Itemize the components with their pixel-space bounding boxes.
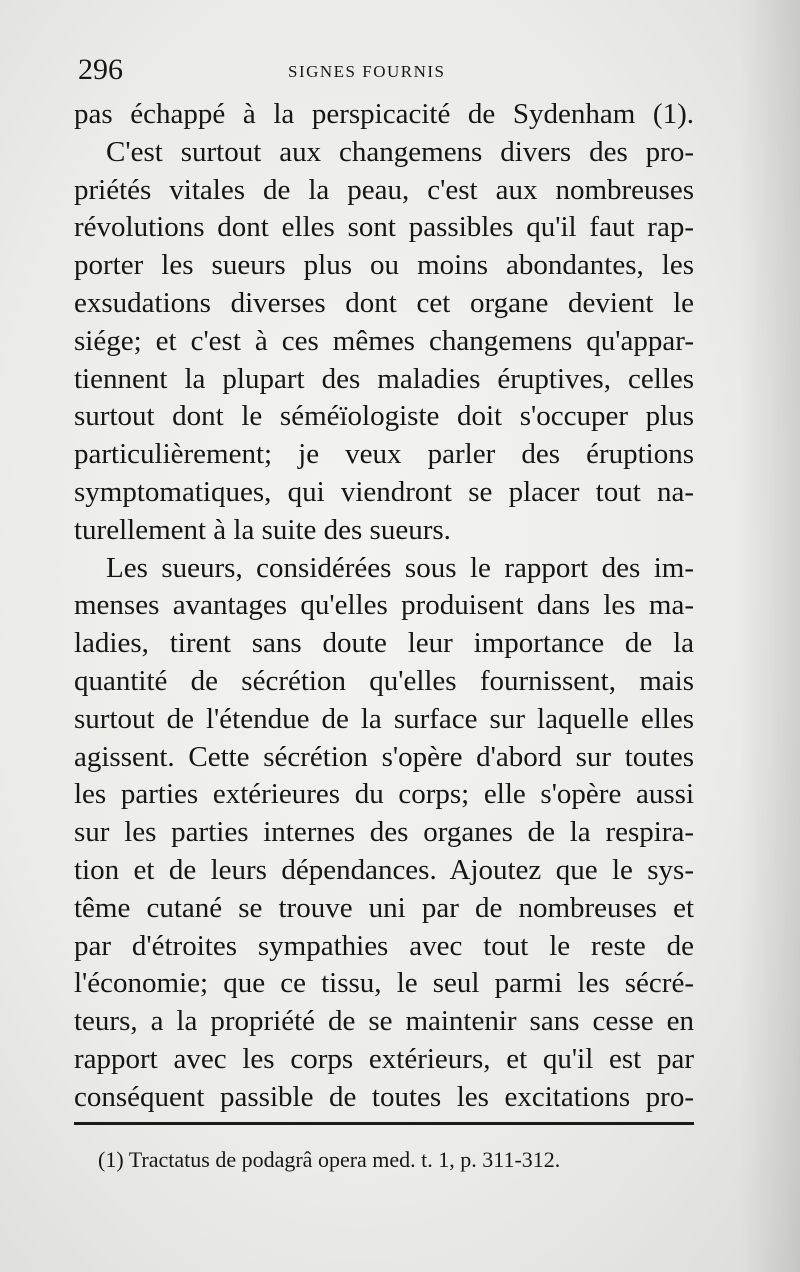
text-line: rapport avec les corps extérieurs, et qu'il est par	[74, 1042, 694, 1075]
text-line: particulièrement; je veux parler des éruptions	[74, 438, 694, 471]
text-line: ladies, tirent sans doute leur importance de la	[74, 627, 694, 660]
text-line: C'est surtout aux changemens divers des pro-	[106, 135, 694, 168]
text-line: priétés vitales de la peau, c'est aux nombreuses	[74, 173, 694, 206]
text-line: Les sueurs, considérées sous le rapport des im-	[106, 551, 694, 584]
text-line: conséquent passible de toutes les excitations pro-	[74, 1080, 694, 1113]
text-line: agissent. Cette sécrétion s'opère d'abord sur toutes	[74, 740, 694, 773]
text-line: porter les sueurs plus ou moins abondantes, les	[74, 249, 694, 282]
text-line: turellement à la suite des sueurs.	[74, 513, 451, 546]
footnote-divider	[74, 1122, 694, 1125]
text-line: tême cutané se trouve uni par de nombreuses et	[74, 891, 694, 924]
text-line: teurs, a la propriété de se maintenir sans cesse en	[74, 1005, 694, 1038]
text-line: surtout dont le séméïologiste doit s'occuper plus	[74, 400, 694, 433]
text-line: l'économie; que ce tissu, le seul parmi les sécré-	[74, 967, 694, 1000]
text-line: symptomatiques, qui viendront se placer tout na-	[74, 475, 694, 508]
running-head: SIGNES FOURNIS	[288, 62, 446, 81]
text-line: siége; et c'est à ces mêmes changemens qu'appar-	[74, 324, 694, 357]
text-line: par d'étroites sympathies avec tout le reste de	[74, 929, 694, 962]
page-header	[78, 50, 690, 90]
text-line: sur les parties internes des organes de la respira-	[74, 816, 694, 849]
text-line: quantité de sécrétion qu'elles fournissent, mais	[74, 664, 694, 697]
page-number: 296	[78, 53, 123, 86]
text-line: tiennent la plupart des maladies éruptives, celles	[74, 362, 694, 395]
text-line: pas échappé à la perspicacité de Sydenham (1).	[74, 98, 694, 130]
text-line: menses avantages qu'elles produisent dans les ma-	[74, 589, 694, 622]
text-line: exsudations diverses dont cet organe devient le	[74, 286, 694, 319]
body-text	[74, 96, 694, 1117]
text-line: surtout de l'étendue de la surface sur laquelle elles	[74, 702, 694, 735]
text-line: tion et de leurs dépendances. Ajoutez que le sys-	[74, 853, 694, 886]
footnote: (1) Tractatus de podagrâ opera med. t. 1, p. 311-312.	[98, 1147, 561, 1172]
text-line: les parties extérieures du corps; elle s'opère aussi	[74, 778, 694, 811]
text-line: révolutions dont elles sont passibles qu'il faut rap-	[74, 211, 694, 244]
